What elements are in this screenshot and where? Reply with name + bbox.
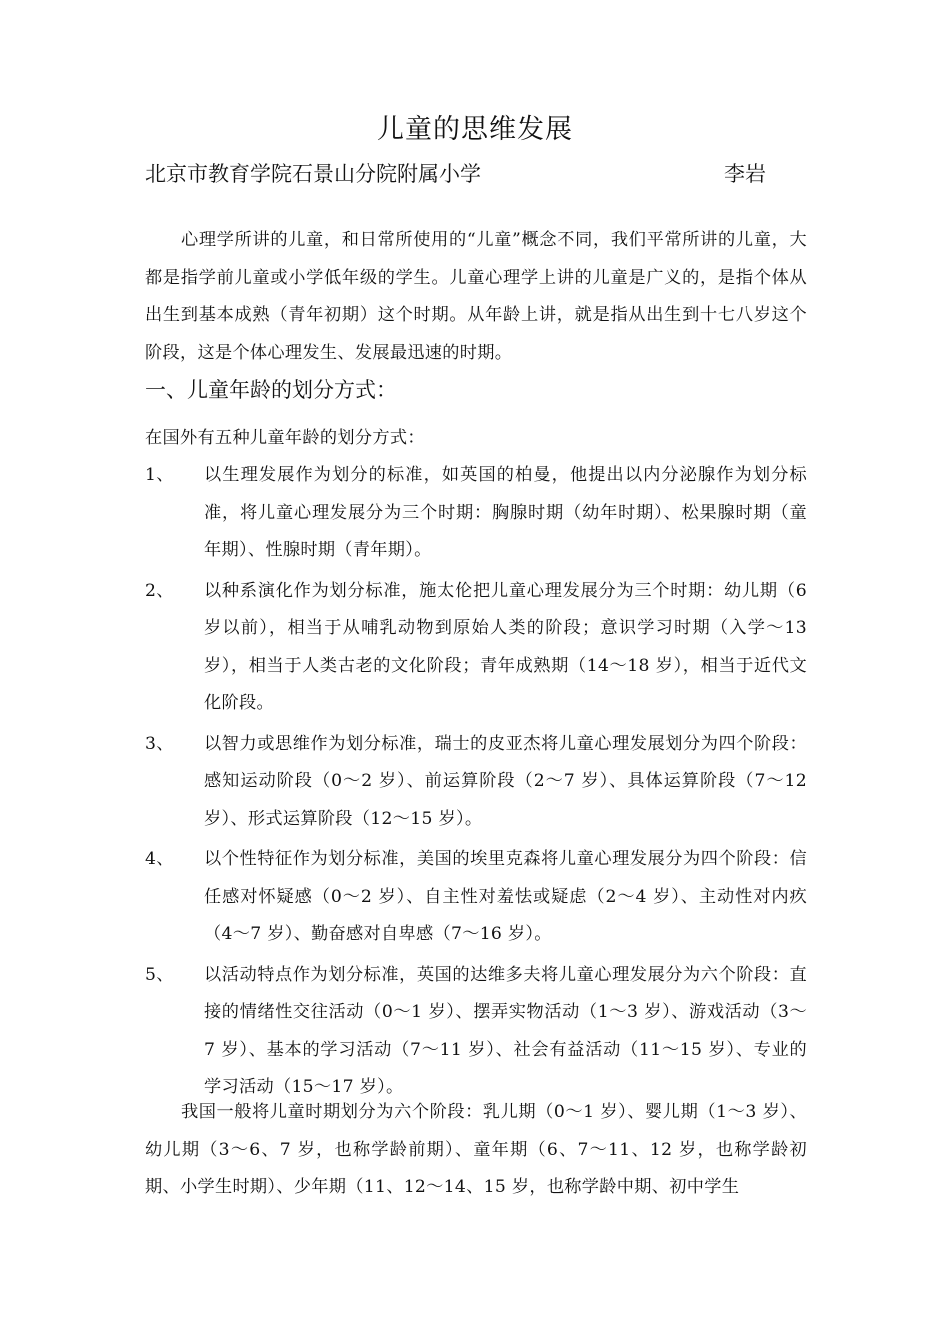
list-item [145,573,807,723]
list-item-text: 以个性特征作为划分标准，美国的埃里克森将儿童心理发展分为四个阶段：信任感对怀疑感（0～2 岁）、自主性对羞怯或疑虑（2～4 岁）、主动性对内疚（4～7 岁）、勤奋感对自卑感（7～16 岁）。 [204,849,807,944]
list-item-number: 4、 [145,849,174,869]
document-title: 儿童的思维发展 [377,114,573,145]
list-item-number: 3、 [145,733,174,754]
list-item-number: 1、 [145,465,174,485]
list-item-text: 以种系演化作为划分标准，施太伦把儿童心理发展分为三个时期：幼儿期（6 岁以前），相当于从哺乳动物到原始人类的阶段；意识学习时期（入学～13 岁），相当于人类古老的文化阶段；青年成熟期（14～18 岁），相当于近代文化阶段。 [204,580,807,713]
list-item-text: 以活动特点作为划分标准，英国的达维多夫将儿童心理发展分为六个阶段：直接的情绪性交往活动（0～1 岁）、摆弄实物活动（1～3 岁）、游戏活动（3～7 岁）、基本的学习活动（7～11 岁）、社会有益活动（11～15 岁）、专业的学习活动（15～17 岁）。 [204,964,807,1097]
list-item [145,841,807,954]
list-item-number: 2、 [145,580,174,601]
closing-paragraph: 我国一般将儿童时期划分为六个阶段：乳儿期（0～1 岁）、婴儿期（1～3 岁）、幼儿期（3～6、7 岁，也称学龄前期）、童年期（6、7～11、12 岁，也称学龄初期、小学生时期）、少年期（11、12～14、15 岁，也称学龄中期、初中学生 [145,1102,807,1197]
list-item-text: 以智力或思维作为划分标准，瑞士的皮亚杰将儿童心理发展划分为四个阶段：感知运动阶段（0～2 岁）、前运算阶段（2～7 岁）、具体运算阶段（7～12 岁）、形式运算阶段（12～15 岁）。 [204,733,807,829]
intro-paragraph: 心理学所讲的儿童，和日常所使用的“儿童”概念不同，我们平常所讲的儿童，大都是指学前儿童或小学低年级的学生。儿童心理学上讲的儿童是广义的，是指个体从出生到基本成熟（青年初期）这个时期。从年龄上讲，就是指从出生到十七八岁这个阶段，这是个体心理发生、发展最迅速的时期。 [145,230,807,363]
list-item [145,457,807,570]
age-division-list [145,457,807,1110]
list-item-text: 以生理发展作为划分的标准，如英国的柏曼，他提出以内分泌腺作为划分标准，将儿童心理发展分为三个时期：胸腺时期（幼年时期）、松果腺时期（童年期）、性腺时期（青年期）。 [204,465,807,560]
section-intro: 在国外有五种儿童年龄的划分方式： [145,428,425,448]
author-affiliation: 北京市教育学院石景山分院附属小学 [145,162,481,186]
list-item [145,726,807,839]
list-item-number: 5、 [145,964,174,985]
section-heading: 一、儿童年龄的划分方式： [145,378,397,402]
author-name: 李岩 [724,162,766,186]
list-item [145,957,807,1107]
